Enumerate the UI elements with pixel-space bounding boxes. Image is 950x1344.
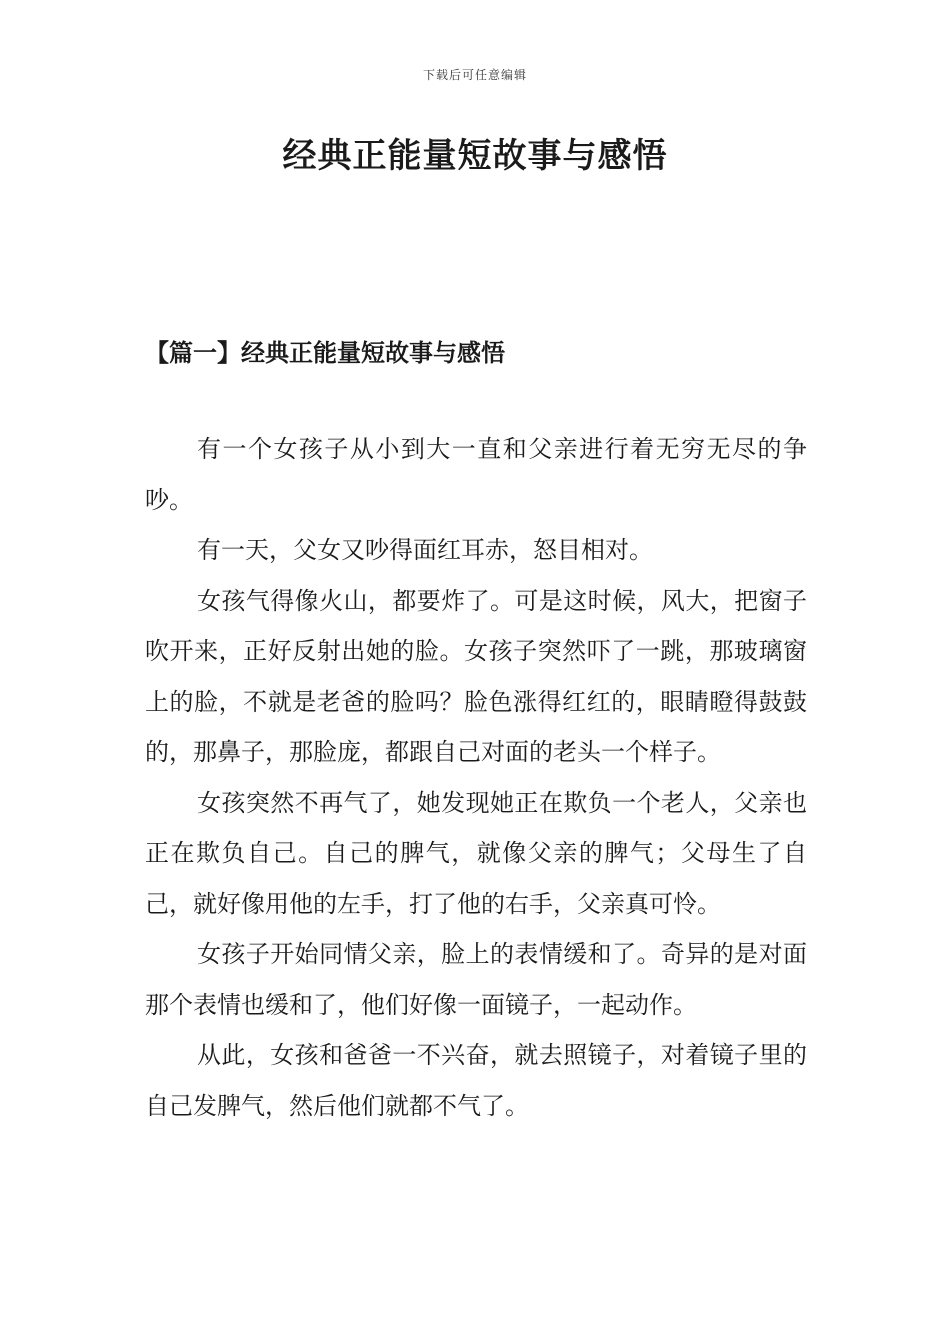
header-note: 下载后可任意编辑 bbox=[422, 68, 527, 82]
paragraph: 女孩突然不再气了，她发现她正在欺负一个老人，父亲也正在欺负自己。自己的脾气，就像父亲的脾气；父母生了自己，就好像用他的左手，打了他的右手，父亲真可怜。 bbox=[145, 788, 807, 918]
paragraph: 有一个女孩子从小到大一直和父亲进行着无穷无尽的争吵。 bbox=[145, 435, 807, 514]
paragraph: 从此，女孩和爸爸一不兴奋，就去照镜子，对着镜子里的自己发脾气，然后他们就都不气了。 bbox=[145, 1041, 807, 1120]
paragraph: 有一天，父女又吵得面红耳赤，怒目相对。 bbox=[197, 536, 653, 564]
section-heading: 【篇一】经典正能量短故事与感悟 bbox=[145, 338, 505, 367]
document-title: 经典正能量短故事与感悟 bbox=[282, 136, 668, 176]
story-body bbox=[145, 424, 807, 1131]
paragraph: 女孩气得像火山，都要炸了。可是这时候，风大，把窗子吹开来，正好反射出她的脸。女孩子突然吓了一跳，那玻璃窗上的脸，不就是老爸的脸吗？脸色涨得红红的，眼睛瞪得鼓鼓的，那鼻子，那脸庞，都跟自己对面的老头一个样子。 bbox=[145, 586, 807, 766]
paragraph: 女孩子开始同情父亲，脸上的表情缓和了。奇异的是对面那个表情也缓和了，他们好像一面镜子，一起动作。 bbox=[145, 940, 807, 1019]
